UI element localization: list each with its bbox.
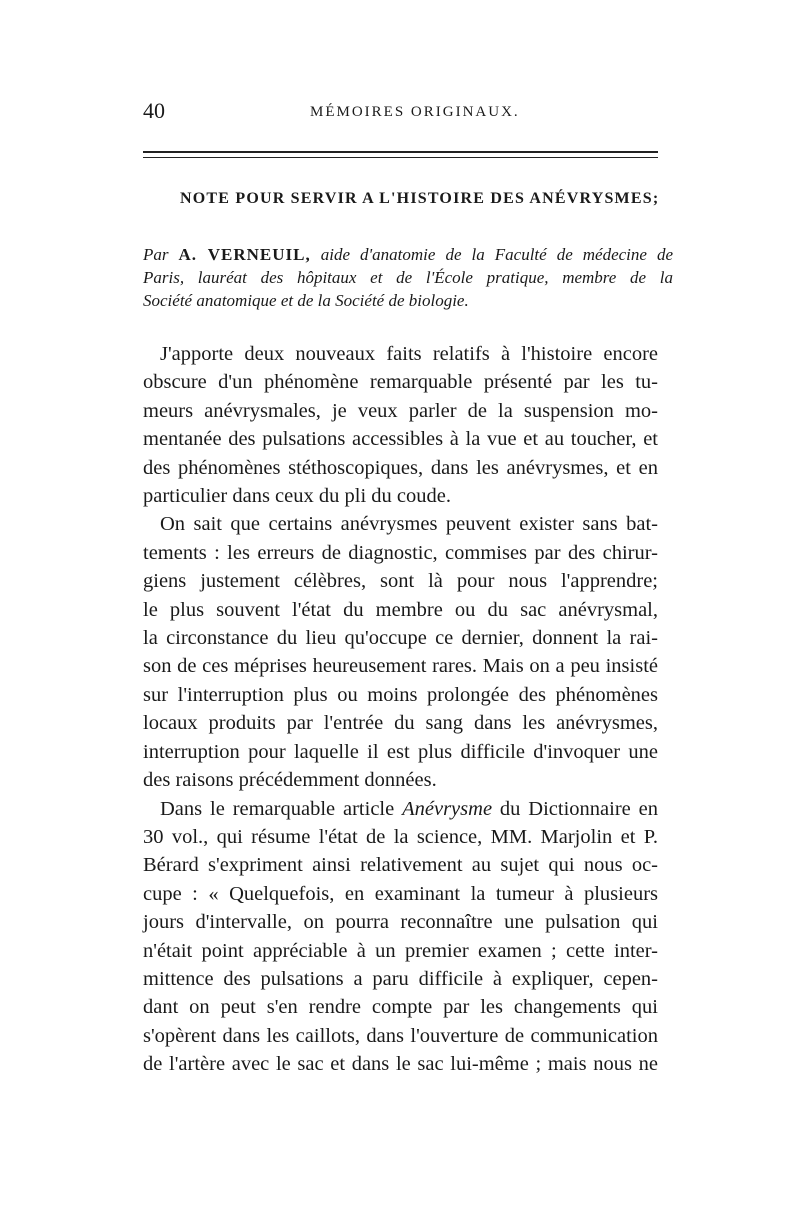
text-line: des phénomènes stéthoscopiques, dans les anévrysmes, et en [143, 456, 658, 479]
text-line: la circonstance du lieu qu'occupe ce dernier, donnent la rai- [143, 627, 658, 650]
byline-line-2: Paris, lauréat des hôpitaux et de l'École pratique, membre de la [143, 268, 673, 287]
italic-term: Anévrysme [402, 797, 493, 820]
text-line: obscure d'un phénomène remarquable présenté par les tu- [143, 371, 658, 394]
text-line: particulier dans ceux du pli du coude. [143, 485, 451, 508]
article-title: NOTE POUR SERVIR A L'HISTOIRE DES ANÉVRYSMES; [180, 190, 660, 207]
byline-prefix: Par [143, 245, 179, 264]
text-line: interruption pour laquelle il est plus difficile d'invoquer une [143, 740, 658, 763]
text-line: meurs anévrysmales, je veux parler de la suspension mo- [143, 399, 658, 422]
running-head: MÉMOIRES ORIGINAUX. [310, 104, 520, 120]
text-line: n'était point appréciable à un premier examen ; cette inter- [143, 939, 658, 962]
header-rule [143, 151, 658, 153]
text-line: le plus souvent l'état du membre ou du sac anévrysmal, [143, 598, 658, 621]
byline-line-3: Société anatomique et de la Société de biologie. [143, 291, 469, 310]
text-line: son de ces méprises heureusement rares. Mais on a peu insisté [143, 655, 658, 678]
text-line: tements : les erreurs de diagnostic, commises par des chirur- [143, 541, 658, 564]
text-line: jours d'intervalle, on pourra reconnaître une pulsation qui [143, 911, 658, 934]
text-line: cupe : « Quelquefois, en examinant la tumeur à plusieurs [143, 882, 658, 905]
text-line: de l'artère avec le sac et dans le sac lui-même ; mais nous ne [143, 1053, 658, 1076]
text-line: giens justement célèbres, sont là pour nous l'apprendre; [143, 570, 658, 593]
text-line: Bérard s'expriment ainsi relativement au sujet qui nous oc- [143, 854, 658, 877]
text-line: dant on peut s'en rendre compte par les changements qui [143, 996, 658, 1019]
article-body [143, 340, 658, 1079]
text-line: sur l'interruption plus ou moins prolongée des phénomènes [143, 683, 658, 706]
text-line: mittence des pulsations a paru difficile à expliquer, cepen- [143, 967, 658, 990]
text-line: s'opèrent dans les caillots, dans l'ouverture de communication [143, 1024, 658, 1047]
text-line: On sait que certains anévrysmes peuvent exister sans bat- [160, 513, 658, 536]
text-line: Dans le remarquable article Anévrysme du Dictionnaire en [160, 797, 659, 820]
author-name: A. VERNEUIL, [178, 245, 311, 264]
page-number: 40 [143, 98, 165, 123]
text-line: 30 vol., qui résume l'état de la science, MM. Marjolin et P. [143, 825, 658, 848]
header-rule-thin [143, 157, 658, 158]
text-line: des raisons précédemment données. [143, 769, 437, 792]
byline-line-1: aide d'anatomie de la Faculté de médecine de [310, 245, 673, 264]
text-line: mentanée des pulsations accessibles à la vue et au toucher, et [143, 428, 658, 451]
byline [143, 243, 673, 312]
text-line: locaux produits par l'entrée du sang dans les anévrysmes, [143, 712, 658, 735]
text-line: J'apporte deux nouveaux faits relatifs à l'histoire encore [160, 343, 658, 365]
